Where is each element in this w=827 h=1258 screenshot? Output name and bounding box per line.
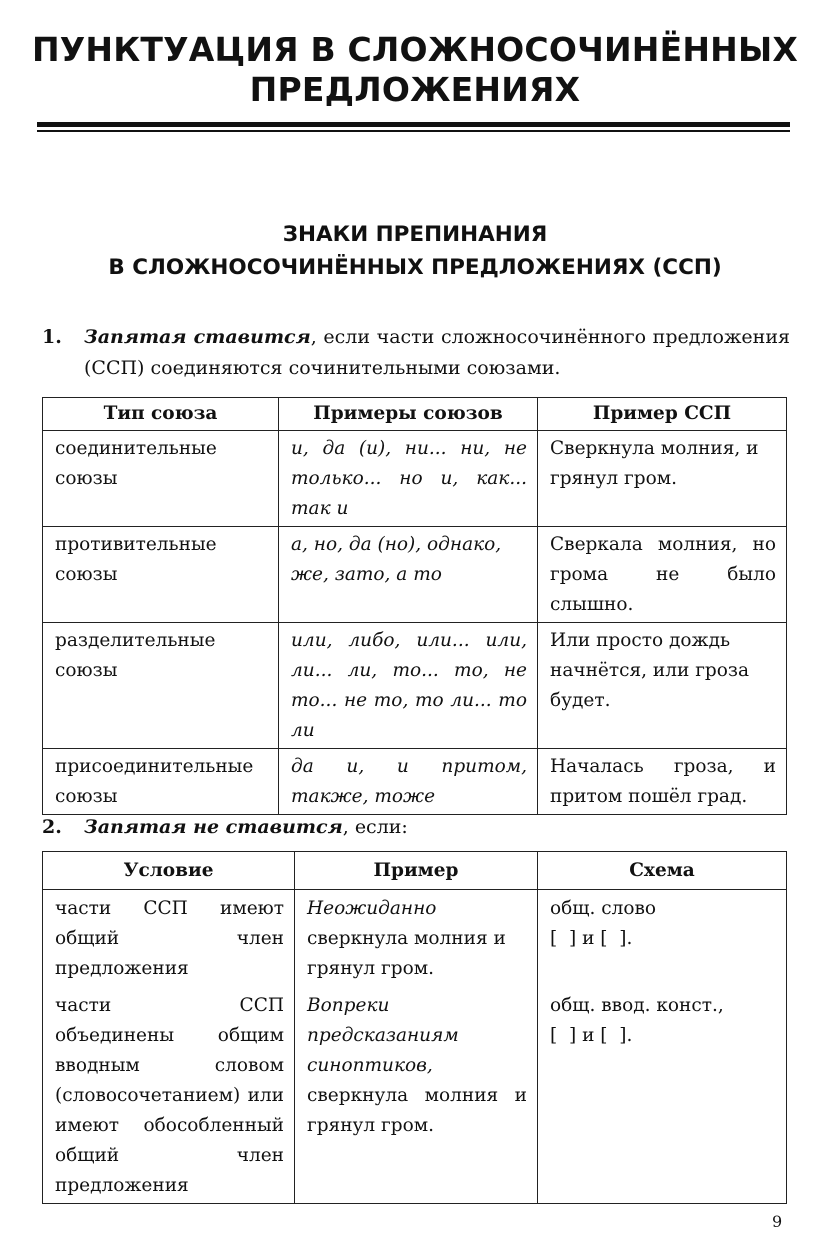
rule-2-paragraph [42, 812, 790, 843]
page-title-line1: ПУНКТУАЦИЯ В СЛОЖНОСОЧИНЁННЫХ [31, 30, 799, 69]
example-sentence-cell: Сверкнула молния, и грянул гром. [538, 431, 787, 527]
title-divider-thick [37, 122, 790, 127]
conjunction-examples-cell: да и, и притом, также, тоже [279, 749, 538, 815]
condition-cell: части ССП объединены общим вводным словом (словосочетанием) или имеют обособленный общий член предложения [43, 987, 295, 1204]
scheme-formula: [ ] и [ ]. [550, 1024, 633, 1046]
conjunction-examples-cell: и, да (и), ни... ни, не только... но и, как... так и [279, 431, 538, 527]
example-cell [295, 890, 538, 987]
example-sentence-cell: Началась гроза, и притом пошёл град. [538, 749, 787, 815]
table-header-row [43, 852, 787, 890]
conjunctions-table [42, 397, 787, 815]
rule-1-number: 1. [42, 326, 62, 348]
example-text: сверкнула молния и грянул гром. [307, 1084, 527, 1136]
table-row [43, 987, 787, 1204]
scheme-label: общ. ввод. конст., [550, 994, 724, 1016]
table-row [43, 623, 787, 749]
rule-2-number: 2. [42, 816, 62, 838]
conjunction-examples-cell: или, либо, или... или, ли... ли, то... то, не то... не то, то ли... то ли [279, 623, 538, 749]
conjunction-type-cell: противительные союзы [43, 527, 279, 623]
conjunction-type-cell: разделительные союзы [43, 623, 279, 749]
section-title [30, 218, 800, 284]
scheme-label: общ. слово [550, 898, 657, 919]
scheme-cell [538, 987, 787, 1204]
page-number: 9 [772, 1212, 783, 1231]
conjunction-type-cell: присоединительные союзы [43, 749, 279, 815]
rule-2-lead: Запятая не ставится [84, 816, 343, 838]
rule-1-lead: Запятая ставится [84, 326, 311, 348]
condition-cell: части ССП имеют общий член предложения [43, 890, 295, 987]
section-title-line1: ЗНАКИ ПРЕПИНАНИЯ [282, 222, 548, 247]
page-title-line2: ПРЕДЛОЖЕНИЯХ [249, 70, 581, 109]
page-title [30, 30, 800, 110]
rule-1-text [42, 322, 790, 384]
table-row [43, 431, 787, 527]
column-header: Тип союза [43, 398, 279, 431]
conjunction-examples-cell: а, но, да (но), однако, же, зато, а то [279, 527, 538, 623]
column-header: Условие [43, 852, 295, 890]
example-cell [295, 987, 538, 1204]
rule-2-body: , если: [342, 816, 408, 838]
scheme-cell [538, 890, 787, 987]
table-row [43, 527, 787, 623]
column-header: Примеры союзов [279, 398, 538, 431]
example-text: сверкнула молния и грянул гром. [307, 928, 506, 979]
example-sentence-cell: Или просто дождь начнётся, или гроза будет. [538, 623, 787, 749]
rule-1-paragraph [42, 322, 790, 384]
rule-2-text [42, 812, 790, 843]
column-header: Схема [538, 852, 787, 890]
table-row [43, 890, 787, 987]
conjunction-type-cell: соединительные союзы [43, 431, 279, 527]
title-divider-thin [37, 130, 790, 132]
rule-1-body: , если части сложносочинённого предложения (ССП) соединяются сочинительными союзами. [84, 326, 790, 379]
example-italic: Вопреки предсказаниям синоптиков, [307, 994, 459, 1076]
table-row [43, 749, 787, 815]
column-header: Пример ССП [538, 398, 787, 431]
table-header-row [43, 398, 787, 431]
section-title-line2: В СЛОЖНОСОЧИНЁННЫХ ПРЕДЛОЖЕНИЯХ (ССП) [108, 255, 722, 280]
column-header: Пример [295, 852, 538, 890]
scheme-formula: [ ] и [ ]. [550, 928, 633, 949]
no-comma-table [42, 851, 787, 1204]
example-italic: Неожиданно [307, 898, 437, 919]
example-sentence-cell: Сверкала молния, но грома не было слышно. [538, 527, 787, 623]
